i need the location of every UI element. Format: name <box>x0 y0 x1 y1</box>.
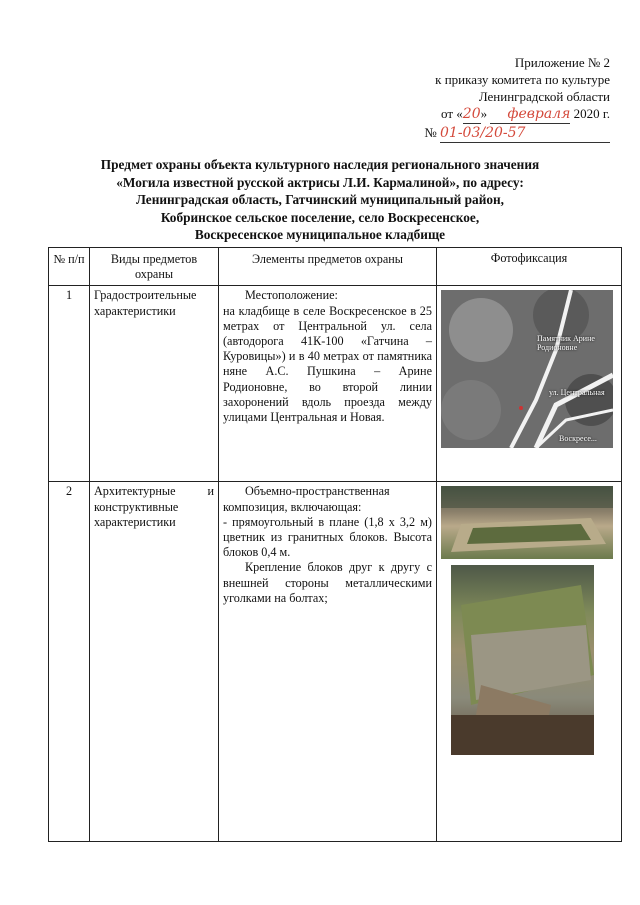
date-day: 20 <box>462 106 481 122</box>
table-header-row <box>49 248 622 286</box>
date-month: февраля <box>490 106 570 124</box>
appendix-block <box>350 54 610 143</box>
grave-photo-overview <box>441 486 613 559</box>
row-number: 2 <box>49 482 90 842</box>
map-label-street: ул. Центральная <box>549 388 605 398</box>
header-number: № п/п <box>49 248 90 286</box>
appendix-line-3: Ленинградской области <box>478 89 610 104</box>
order-number: 01-03/20-57 <box>440 125 610 143</box>
location-map-image <box>441 290 613 448</box>
header-elements: Элементы предметов охраны <box>219 248 437 286</box>
header-kind: Виды предметов охраны <box>90 248 219 286</box>
map-roads-graphic <box>441 290 613 448</box>
date-year: 2020 г. <box>573 106 610 121</box>
appendix-date: от «20» февраля 2020 г. <box>441 106 610 122</box>
appendix-number: № 01-03/20-57 <box>350 124 610 143</box>
row-elements: Объемно-пространственная композиция, включающая: - прямоугольный в плане (1,8 х 3,2 м) цветник из гранитных блоков. Высота блоков 0,4 м. Крепление блоков друг к другу с внешней стороны металлическими уголками на болтах; <box>219 482 437 842</box>
grave-overview-graphic <box>441 486 613 559</box>
row-photo-cell <box>437 286 622 482</box>
map-label-village: Воскресе... <box>559 434 597 444</box>
table-row <box>49 482 622 842</box>
document-title: Предмет охраны объекта культурного наследия регионального значения «Могила известной русской актрисы Л.И. Кармалиной», по адресу: Ленинградская область, Гатчинский муниципальный район, Кобринское сельское поселение, село Воскресенское, Воскресенское муниципальное кладбище <box>100 157 540 242</box>
grave-detail-graphic <box>451 565 594 755</box>
row-photo-cell <box>437 482 622 842</box>
table-row <box>49 286 622 482</box>
row-elements: Местоположение: на кладбище в селе Воскресенское в 25 метрах от Центральной ул. села (автодорога 41К-100 «Гатчина – Куровицы») и в 40 метрах от памятника няне А.С. Пушкина – Арине Родионовне, во второй линии захоронений вдоль проезда между улицами Центральная и Новая. <box>219 286 437 482</box>
appendix-line-1: Приложение № 2 <box>514 55 610 70</box>
grave-photo-detail <box>451 565 594 755</box>
appendix-line-2: к приказу комитета по культуре <box>435 72 610 87</box>
row-number: 1 <box>49 286 90 482</box>
row-kind: Архитектурные и конструктивные характеристики <box>90 482 219 842</box>
row-kind: Градостроительные характеристики <box>90 286 219 482</box>
protection-table <box>48 247 622 842</box>
header-photo: Фотофиксация <box>437 248 622 286</box>
map-label-monument: Памятник Арине Родионовне <box>537 334 595 353</box>
